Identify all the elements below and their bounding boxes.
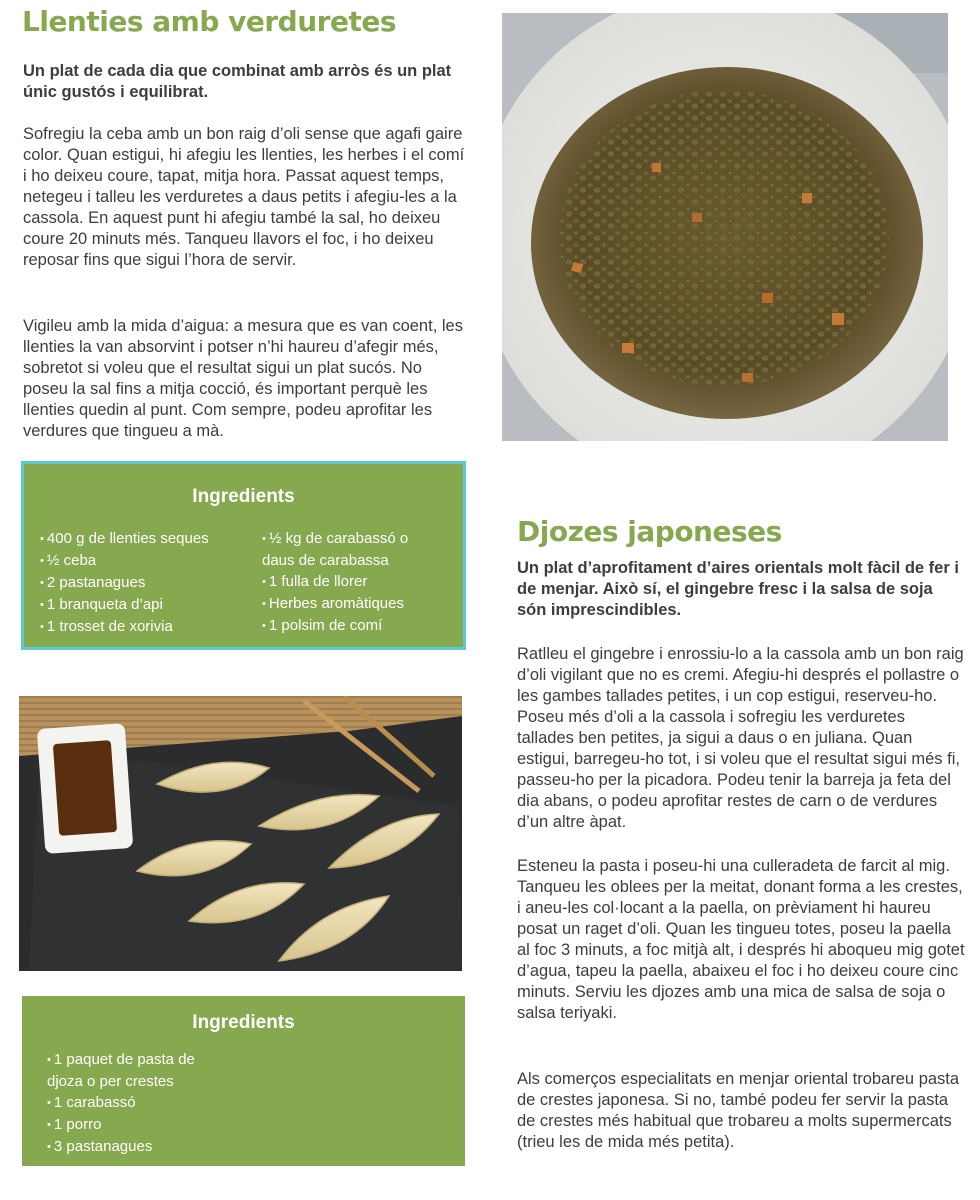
- recipe2-paragraph-3: Als comerços especialitats en menjar oriental trobareu pasta de crestes japonesa. Si no, també podeu fer servir la pasta de crestes més habitual que trobareu a molts supermercats (trieu les de mida més petita).: [517, 1070, 960, 1151]
- recipe1-title: Llenties amb verduretes: [22, 5, 396, 38]
- ingredient-item: • 1 polsim de comí: [262, 615, 440, 637]
- recipe1-ingredients-right: [262, 528, 440, 637]
- ingredient-item: • 1 carabassó: [47, 1092, 227, 1114]
- ingredient-item: • 1 porro: [47, 1114, 227, 1136]
- dumplings-photo: [19, 696, 462, 971]
- ingredient-item: • 400 g de llenties seques: [40, 528, 240, 550]
- recipe2-ingredients-box: [22, 996, 465, 1166]
- recipe1-lead: Un plat de cada dia que combinat amb arròs és un plat únic gustós i equilibrat.: [23, 62, 452, 101]
- recipe2-ingredients-heading: Ingredients: [192, 1012, 295, 1033]
- recipe1-ingredients-left: [40, 528, 240, 638]
- recipe1-paragraph-2: Vigileu amb la mida d’aigua: a mesura que es van coent, les llenties la van absorvint i potser n’hi haureu d’afegir més, sobretot si voleu que el resultat sigui un plat sucós. No poseu la sal fins a mitja cocció, és important perquè les llenties quedin al punt. Com sempre, podeu aprofitar les verdures que tingueu a mà.: [23, 317, 463, 440]
- ingredient-item: • 1 branqueta d’api: [40, 594, 240, 616]
- recipe2-title: Djozes japoneses: [517, 515, 782, 548]
- recipe2-ingredients-list: [47, 1049, 227, 1158]
- recipe2-lead: Un plat d’aprofitament d’aires orientals molt fàcil de fer i de menjar. Això sí, el gingebre fresc i la salsa de soja són imprescindibles.: [517, 559, 959, 619]
- recipe2-paragraph-1: Ratlleu el gingebre i enrossiu-lo a la cassola amb un bon raig d’oli vigilant que no es cremi. Afegiu-hi després el pollastre o les gambes tallades petites, i un cop estigui, reserveu-ho. Poseu més d’oli a la cassola i sofregiu les verduretes tallades ben petites, ja sigui a daus o en juliana. Quan estigui, barregeu-ho tot, i si voleu que el resultat sigui més fi, passeu-ho per la picadora. Podeu tenir la barreja ja feta del dia abans, o podeu aprofitar restes de carn o de verdures d’un altre àpat.: [517, 645, 964, 831]
- ingredient-item: • ½ kg de carabassó o daus de carabassa: [262, 528, 440, 571]
- recipe1-ingredients-box: [21, 461, 466, 650]
- ingredient-item: • 1 paquet de pasta de djoza o per crestes: [47, 1049, 227, 1092]
- ingredient-item: • 3 pastanagues: [47, 1136, 227, 1158]
- recipe1-paragraph-1: Sofregiu la ceba amb un bon raig d’oli sense que agafi gaire color. Quan estigui, hi afegiu les llenties, les herbes i el comí i ho deixeu coure, tapat, mitja hora. Passat aquest temps, netegeu i talleu les verduretes a daus petits i afegiu-les a la cassola. En aquest punt hi afegiu també la sal, ho deixeu coure 20 minuts més. Tanqueu llavors el foc, i ho deixeu reposar fins que sigui l’hora de servir.: [23, 125, 465, 269]
- recipe1-ingredients-heading: Ingredients: [192, 486, 295, 507]
- ingredient-item: • ½ ceba: [40, 550, 240, 572]
- ingredient-item: • 1 fulla de llorer: [262, 571, 440, 593]
- ingredient-item: • Herbes aromàtiques: [262, 593, 440, 615]
- recipe2-paragraph-2: Esteneu la pasta i poseu-hi una culleradeta de farcit al mig. Tanqueu les oblees per la meitat, donant forma a les crestes, i aneu-les col·locant a la paella, on prèviament hi haureu posat un raget d’oli. Quan les tingueu totes, poseu la paella al foc 3 minuts, a foc mitjà alt, i després hi aboqueu mig gotet d’agua, tapeu la paella, abaixeu el foc i ho deixeu coure cinc minuts. Serviu les djozes amb una mica de salsa de soja o salsa teriyaki.: [517, 857, 965, 1022]
- ingredient-item: • 1 trosset de xorivia: [40, 616, 240, 638]
- lentil-soup-photo: [502, 13, 948, 441]
- ingredient-item: • 2 pastanagues: [40, 572, 240, 594]
